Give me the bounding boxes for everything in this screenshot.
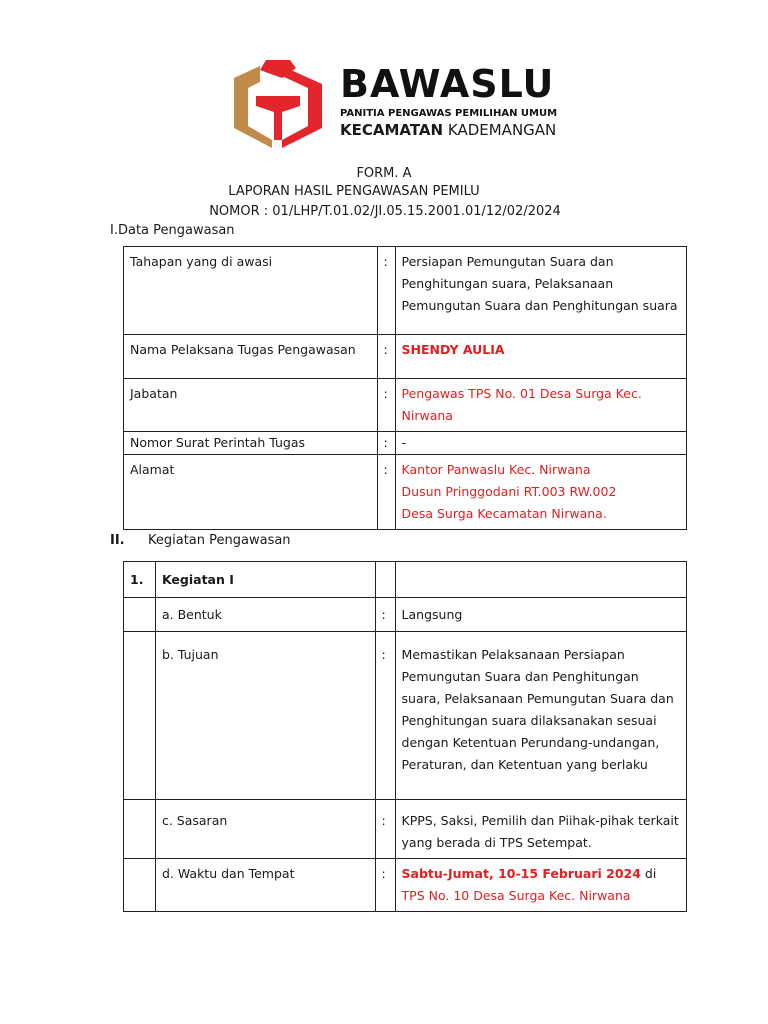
row-label: Nama Pelaksana Tugas Pengawasan [124,335,378,379]
empty-cell [124,632,156,800]
table-row [124,632,687,800]
brand-block [340,62,557,139]
table-row [124,598,687,632]
section2-number: II. [110,533,125,548]
table-row [124,455,687,530]
address-line: Kantor Panwaslu Kec. Nirwana [401,462,591,477]
row-label: a. Bentuk [155,598,375,632]
row-colon: : [377,335,395,379]
activity-title: Kegiatan I [155,562,375,598]
brand-subtitle: PANITIA PENGAWAS PEMILIHAN UMUM [340,108,558,119]
row-colon: : [375,800,395,859]
row-colon: : [375,632,395,800]
table-row [124,247,687,335]
row-label: Nomor Surat Perintah Tugas [124,432,378,455]
row-value: Persiapan Pemungutan Suara dan Penghitungan suara, Pelaksanaan Pemungutan Suara dan Penghitungan suara [395,247,686,335]
row-colon: : [377,247,395,335]
waktu-date: Sabtu-Jumat, 10-15 Februari 2024 [401,866,641,881]
form-nomor: NOMOR : 01/LHP/T.01.02/JI.05.15.2001.01/12/02/2024 [209,204,561,219]
row-value: Memastikan Pelaksanaan Persiapan Pemungutan Suara dan Penghitungan suara, Pelaksanaan Pemungutan Suara dan Penghitungan suara dilaksanakan sesuai dengan Ketentuan Perundang-undangan, Peraturan, dan Ketentuan yang berlaku [395,632,686,800]
address-line: Desa Surga Kecamatan Nirwana. [401,506,607,521]
empty-cell [395,562,686,598]
row-colon: : [377,432,395,455]
activity-number: 1. [124,562,156,598]
kegiatan-table [123,561,687,912]
row-colon: : [375,859,395,912]
row-label: Jabatan [124,379,378,432]
form-code: FORM. A [356,166,412,181]
row-value: Pengawas TPS No. 01 Desa Surga Kec. Nirwana [395,379,686,432]
bawaslu-logo [230,56,326,150]
table-row [124,335,687,379]
row-label: d. Waktu dan Tempat [155,859,375,912]
brand-title: BAWASLU [340,62,555,106]
data-pengawasan-table [123,246,687,530]
brand-kecamatan [340,121,557,139]
row-label: Alamat [124,455,378,530]
row-colon: : [377,379,395,432]
section1-heading: I.Data Pengawasan [110,223,235,238]
row-label: Tahapan yang di awasi [124,247,378,335]
waktu-connector: di [640,866,657,881]
row-value: - [395,432,686,455]
table-row [124,432,687,455]
empty-cell [124,598,156,632]
row-value [395,455,686,530]
empty-cell [124,800,156,859]
row-value: SHENDY AULIA [395,335,686,379]
table-row [124,800,687,859]
table-row [124,859,687,912]
row-value: Langsung [395,598,686,632]
empty-cell [124,859,156,912]
empty-cell [375,562,395,598]
table-row [124,379,687,432]
row-colon: : [375,598,395,632]
kecamatan-label: KECAMATAN [340,121,444,139]
row-label: b. Tujuan [155,632,375,800]
address-line: Dusun Pringgodani RT.003 RW.002 [401,484,617,499]
section2-title: Kegiatan Pengawasan [148,533,291,548]
section2-heading [110,533,291,548]
row-value: KPPS, Saksi, Pemilih dan Piihak-pihak terkait yang berada di TPS Setempat. [395,800,686,859]
form-title: LAPORAN HASIL PENGAWASAN PEMILU [228,184,480,199]
waktu-place: TPS No. 10 Desa Surga Kec. Nirwana [401,888,631,903]
row-value [395,859,686,912]
row-colon: : [377,455,395,530]
kecamatan-name: KADEMANGAN [447,121,557,139]
table-row [124,562,687,598]
row-label: c. Sasaran [155,800,375,859]
